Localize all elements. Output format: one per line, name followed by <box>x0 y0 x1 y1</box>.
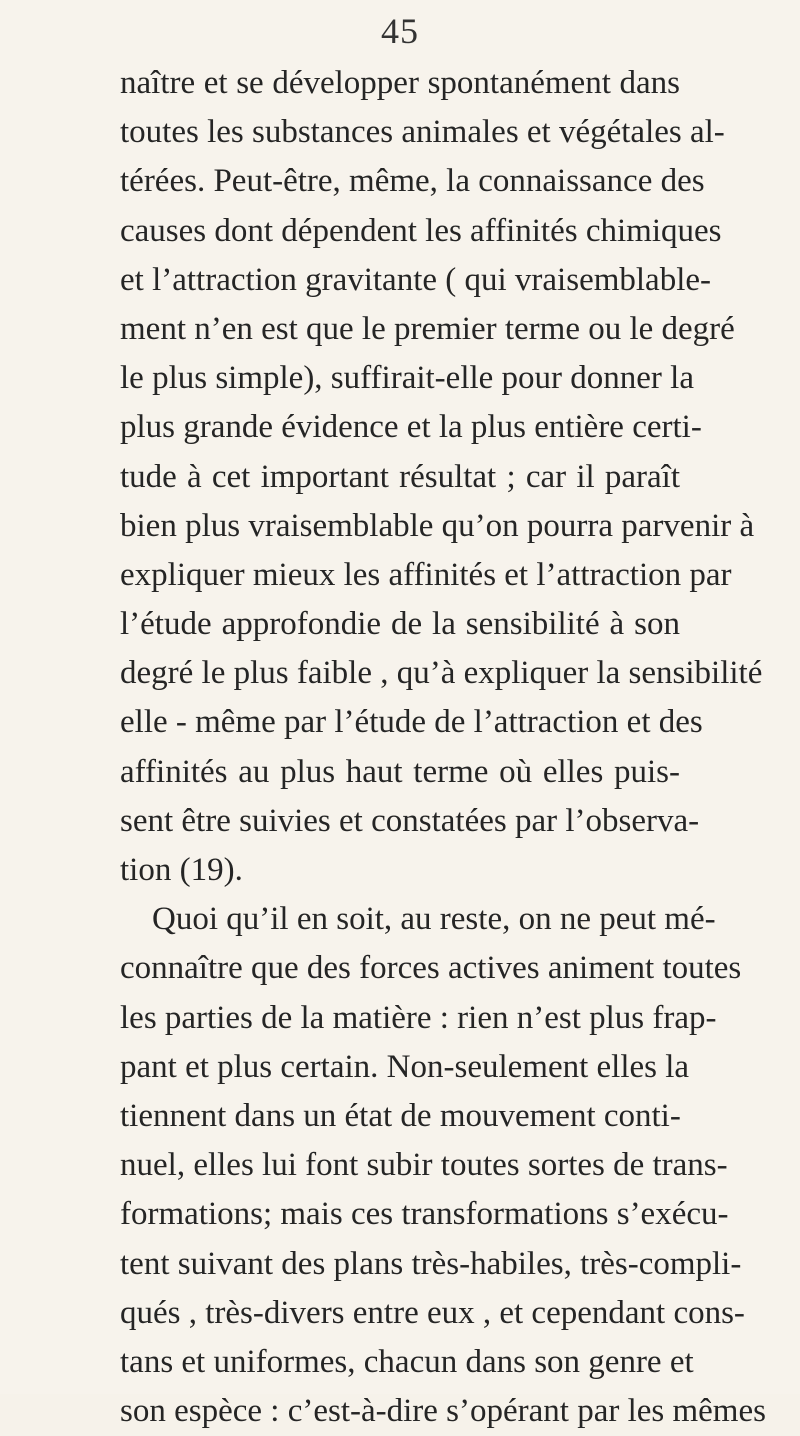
text-line: Quoi qu’il en soit, au reste, on ne peut mé- <box>152 901 716 938</box>
text-line: son espèce : c’est-à-dire s’opérant par les mêmes <box>120 1393 766 1430</box>
text-line: les parties de la matière : rien n’est plus frap- <box>120 999 717 1036</box>
body-text <box>120 59 766 1436</box>
text-line: qués , très-divers entre eux , et cependant cons- <box>120 1294 745 1331</box>
text-line: tion (19). <box>120 852 243 888</box>
text-line: tiennent dans un état de mouvement conti- <box>120 1097 681 1134</box>
text-line: l’étude approfondie de la sensibilité à son <box>120 606 680 643</box>
text-line: degré le plus faible , qu’à expliquer la sensibilité <box>120 655 763 692</box>
page-number: 45 <box>381 11 419 51</box>
text-line: formations; mais ces transformations s’exécu- <box>120 1196 729 1233</box>
text-line: tude à cet important résultat ; car il paraît <box>120 458 680 495</box>
text-line: nuel, elles lui font subir toutes sortes de trans- <box>120 1147 728 1184</box>
text-line: et l’attraction gravitante ( qui vraisemblable- <box>120 261 712 298</box>
text-line: expliquer mieux les affinités et l’attraction par <box>120 556 732 593</box>
text-line: toutes les substances animales et végétales al- <box>120 114 725 151</box>
text-line: ment n’en est que le premier terme ou le degré <box>120 310 735 347</box>
text-line: tent suivant des plans très-habiles, très-compli- <box>120 1245 742 1282</box>
text-line: elle - même par l’étude de l’attraction et des <box>120 704 703 741</box>
text-line: pant et plus certain. Non-seulement elles la <box>120 1048 690 1085</box>
text-line: naître et se développer spontanément dans <box>120 65 680 101</box>
text-line: connaître que des forces actives animent toutes <box>120 950 742 987</box>
text-line: causes dont dépendent les affinités chimiques <box>120 212 722 249</box>
text-line: tans et uniformes, chacun dans son genre et <box>120 1343 694 1380</box>
text-line: plus grande évidence et la plus entière certi- <box>120 409 702 446</box>
text-line: térées. Peut-être, même, la connaissance des <box>120 163 705 200</box>
text-line: bien plus vraisemblable qu’on pourra parvenir à <box>120 507 755 544</box>
text-line: affinités au plus haut terme où elles puis- <box>120 753 680 790</box>
text-line: sent être suivies et constatées par l’observa- <box>120 802 700 839</box>
text-line: le plus simple), suffirait-elle pour donner la <box>120 360 694 397</box>
